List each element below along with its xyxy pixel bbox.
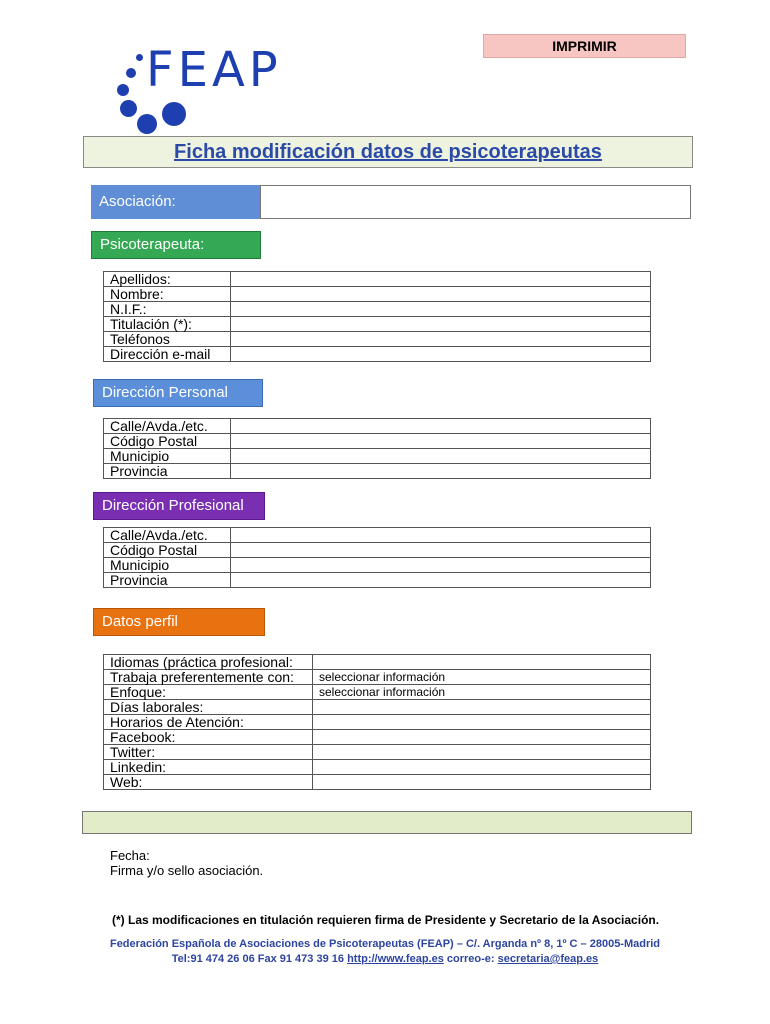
- idiomas-input[interactable]: [313, 655, 651, 670]
- titulacion-note: (*) Las modificaciones en titulación requieren firma de Presidente y Secretario de la Asociación.: [112, 913, 660, 927]
- trabaja-con-select[interactable]: seleccionar información: [313, 670, 651, 685]
- profesional-cp-input[interactable]: [231, 543, 651, 558]
- table-row: [104, 347, 651, 362]
- table-row: [104, 528, 651, 543]
- telefonos-input[interactable]: [231, 332, 651, 347]
- psicoterapeuta-table: [103, 271, 651, 362]
- section-datos-perfil: Datos perfil: [93, 608, 265, 636]
- footer-contact: [0, 953, 770, 965]
- direccion-personal-table: [103, 418, 651, 479]
- field-label: Municipio: [104, 449, 231, 464]
- logo-text: FEAP: [146, 42, 282, 98]
- table-row: [104, 715, 651, 730]
- field-label: Municipio: [104, 558, 231, 573]
- table-row: [104, 745, 651, 760]
- table-row: [104, 317, 651, 332]
- profesional-calle-input[interactable]: [231, 528, 651, 543]
- table-row: [104, 543, 651, 558]
- title-box: [83, 136, 693, 168]
- email-link[interactable]: secretaria@feap.es: [497, 953, 599, 965]
- direccion-profesional-table: [103, 527, 651, 588]
- table-row: [104, 700, 651, 715]
- horarios-input[interactable]: [313, 715, 651, 730]
- logo-dot: [137, 114, 157, 134]
- section-psicoterapeuta: Psicoterapeuta:: [91, 231, 261, 259]
- field-label: Provincia: [104, 573, 231, 588]
- table-row: [104, 573, 651, 588]
- table-row: [104, 760, 651, 775]
- linkedin-input[interactable]: [313, 760, 651, 775]
- table-row: [104, 449, 651, 464]
- feap-logo: [112, 40, 352, 140]
- titulacion-input[interactable]: [231, 317, 651, 332]
- field-label: Nombre:: [104, 287, 231, 302]
- profesional-municipio-input[interactable]: [231, 558, 651, 573]
- field-label: Apellidos:: [104, 272, 231, 287]
- table-row: [104, 670, 651, 685]
- personal-calle-input[interactable]: [231, 419, 651, 434]
- field-label: N.I.F.:: [104, 302, 231, 317]
- table-row: [104, 775, 651, 790]
- field-label: Idiomas (práctica profesional:: [104, 655, 313, 670]
- nif-input[interactable]: [231, 302, 651, 317]
- logo-dot: [120, 100, 137, 117]
- dias-laborales-input[interactable]: [313, 700, 651, 715]
- logo-dot: [136, 54, 143, 61]
- section-asociacion-label: Asociación:: [91, 185, 261, 219]
- logo-dot: [126, 68, 136, 78]
- table-row: [104, 272, 651, 287]
- personal-cp-input[interactable]: [231, 434, 651, 449]
- nombre-input[interactable]: [231, 287, 651, 302]
- facebook-input[interactable]: [313, 730, 651, 745]
- table-row: [104, 655, 651, 670]
- table-row: [104, 464, 651, 479]
- section-direccion-profesional: Dirección Profesional: [93, 492, 265, 520]
- email-input[interactable]: [231, 347, 651, 362]
- enfoque-select[interactable]: seleccionar información: [313, 685, 651, 700]
- personal-provincia-input[interactable]: [231, 464, 651, 479]
- field-label: Enfoque:: [104, 685, 313, 700]
- website-link[interactable]: http://www.feap.es: [347, 953, 444, 965]
- footer-address: Federación Española de Asociaciones de Psicoterapeutas (FEAP) – C/. Arganda nº 8, 1º C – 28005-Madrid: [109, 938, 661, 950]
- separator-box: [82, 811, 692, 834]
- field-label: Linkedin:: [104, 760, 313, 775]
- field-label: Teléfonos: [104, 332, 231, 347]
- profesional-provincia-input[interactable]: [231, 573, 651, 588]
- print-button[interactable]: IMPRIMIR: [483, 34, 686, 58]
- twitter-input[interactable]: [313, 745, 651, 760]
- field-label: Titulación (*):: [104, 317, 231, 332]
- field-label: Días laborales:: [104, 700, 313, 715]
- table-row: [104, 302, 651, 317]
- web-input[interactable]: [313, 775, 651, 790]
- field-label: Calle/Avda./etc.: [104, 419, 231, 434]
- page-title: Ficha modificación datos de psicoterapeutas: [174, 141, 602, 163]
- table-row: [104, 558, 651, 573]
- table-row: [104, 685, 651, 700]
- footer-email-prefix: correo-e:: [443, 953, 498, 965]
- field-label: Provincia: [104, 464, 231, 479]
- field-label: Dirección e-mail: [104, 347, 231, 362]
- logo-dot: [117, 84, 129, 96]
- firma-label: Firma y/o sello asociación.: [110, 863, 264, 878]
- datos-perfil-table: [103, 654, 651, 790]
- fecha-label: Fecha:: [110, 848, 150, 863]
- field-label: Facebook:: [104, 730, 313, 745]
- table-row: [104, 730, 651, 745]
- field-label: Calle/Avda./etc.: [104, 528, 231, 543]
- logo-dot: [162, 102, 186, 126]
- field-label: Web:: [104, 775, 313, 790]
- asociacion-input[interactable]: [260, 185, 691, 219]
- section-direccion-personal: Dirección Personal: [93, 379, 263, 407]
- personal-municipio-input[interactable]: [231, 449, 651, 464]
- table-row: [104, 419, 651, 434]
- field-label: Trabaja preferentemente con:: [104, 670, 313, 685]
- table-row: [104, 434, 651, 449]
- footer-phone-fax: Tel:91 474 26 06 Fax 91 473 39 16: [171, 953, 348, 965]
- field-label: Código Postal: [104, 434, 231, 449]
- table-row: [104, 287, 651, 302]
- apellidos-input[interactable]: [231, 272, 651, 287]
- field-label: Horarios de Atención:: [104, 715, 313, 730]
- table-row: [104, 332, 651, 347]
- field-label: Código Postal: [104, 543, 231, 558]
- field-label: Twitter:: [104, 745, 313, 760]
